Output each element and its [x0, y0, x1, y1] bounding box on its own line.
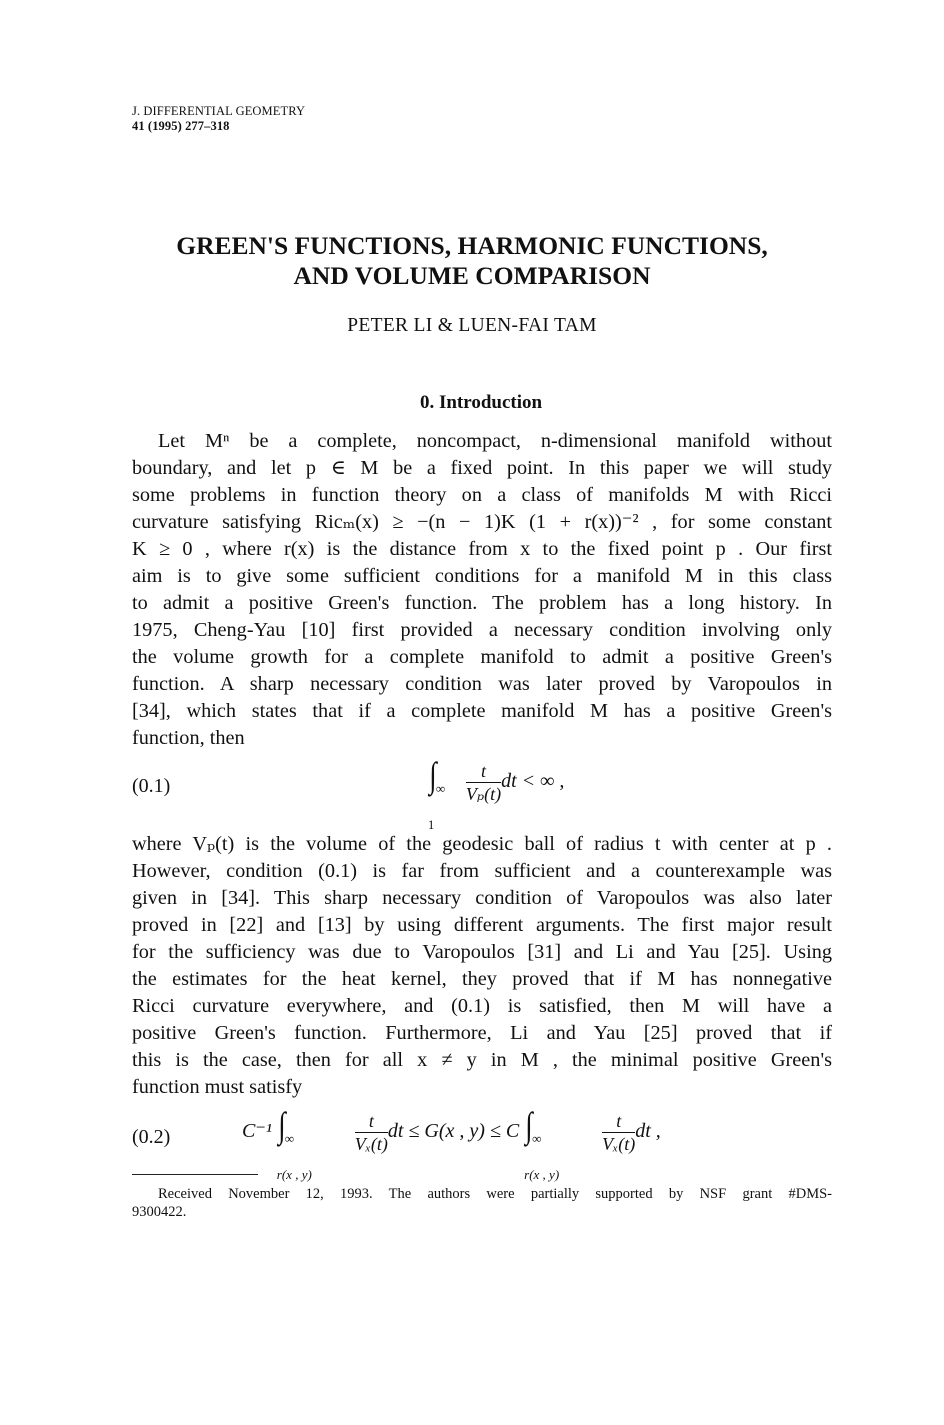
- text-line: function must satisfy: [132, 1076, 303, 1098]
- text-line: curvature satisfying Ricₘ(x) ≥ −(n − 1)K (1 + r(x))⁻² , for some constant: [132, 511, 832, 533]
- numerator: t: [466, 760, 501, 783]
- intro-paragraph-2: [132, 831, 832, 1101]
- integral-sign: ∫: [429, 755, 437, 795]
- denominator: Vₚ(t): [465, 783, 502, 804]
- text-line: Let Mⁿ be a complete, noncompact, n-dimensional manifold without: [158, 430, 832, 452]
- lower-limit: r(x , y): [276, 1167, 312, 1182]
- text-line: aim is to give some sufficient conditions for a manifold M in this class: [132, 565, 832, 587]
- text-line: the estimates for the heat kernel, they proved that if M has nonnegative: [132, 968, 832, 990]
- title-line-1: GREEN'S FUNCTIONS, HARMONIC FUNCTIONS,: [176, 231, 768, 260]
- text-line: K ≥ 0 , where r(x) is the distance from x to the fixed point p . Our first: [132, 538, 832, 560]
- text-line: boundary, and let p ∈ M be a fixed point. In this paper we will study: [132, 457, 832, 479]
- lower-limit: 1: [427, 817, 435, 832]
- text-line: this is the case, then for all x ≠ y in M , the minimal positive Green's: [132, 1049, 832, 1071]
- text-line: function. A sharp necessary condition was later proved by Varopoulos in: [132, 673, 832, 695]
- left-coefficient: C⁻¹: [242, 1120, 272, 1142]
- text-line: 1975, Cheng-Yau [10] first provided a necessary condition involving only: [132, 619, 832, 641]
- denominator: Vₓ(t): [354, 1133, 388, 1154]
- journal-volume: 41 (1995) 277–318: [132, 119, 230, 133]
- fraction: [466, 760, 501, 805]
- footnote: [132, 1185, 832, 1221]
- section-heading: 0. Introduction: [419, 392, 543, 413]
- numerator: t: [602, 1110, 635, 1133]
- text-line: [34], which states that if a complete manifold M has a positive Green's: [132, 700, 832, 722]
- fraction: [355, 1110, 388, 1155]
- equation-middle: dt ≤ G(x , y) ≤ C: [387, 1120, 520, 1142]
- text-line: for the sufficiency was due to Varopoulos [31] and Li and Yau [25]. Using: [132, 941, 832, 963]
- text-line: proved in [22] and [13] by using different arguments. The first major result: [132, 914, 832, 936]
- integral-sign: ∫: [278, 1105, 286, 1145]
- paper-title: [0, 231, 944, 291]
- journal-header: [132, 104, 305, 134]
- equation-number-0-1: (0.1): [132, 775, 171, 797]
- authors: PETER LI & LUEN-FAI TAM: [347, 315, 597, 336]
- upper-limit: ∞: [435, 781, 446, 796]
- footnote-rule: [132, 1174, 258, 1175]
- text-line: However, condition (0.1) is far from sufficient and a counterexample was: [132, 860, 832, 882]
- text-line: given in [34]. This sharp necessary condition of Varopoulos was also later: [132, 887, 832, 909]
- upper-limit: ∞: [532, 1131, 542, 1146]
- equation-end: dt ,: [635, 1120, 661, 1142]
- fraction: [602, 1110, 635, 1155]
- lower-limit: r(x , y): [524, 1167, 560, 1182]
- equation-0-1: [427, 755, 565, 832]
- integral-sign: ∫: [525, 1105, 533, 1145]
- text-line: where Vₚ(t) is the volume of the geodesic ball of radius t with center at p .: [132, 833, 832, 855]
- equation-0-2: [242, 1105, 661, 1182]
- text-line: function, then: [132, 727, 245, 749]
- text-line: positive Green's function. Furthermore, Li and Yau [25] proved that if: [132, 1022, 832, 1044]
- text-line: Ricci curvature everywhere, and (0.1) is satisfied, then M will have a: [132, 995, 832, 1017]
- text-line: to admit a positive Green's function. The problem has a long history. In: [132, 592, 832, 614]
- denominator: Vₓ(t): [602, 1133, 636, 1154]
- numerator: t: [355, 1110, 388, 1133]
- text-line: some problems in function theory on a class of manifolds M with Ricci: [132, 484, 832, 506]
- footnote-line: 9300422.: [132, 1204, 187, 1220]
- equation-number-0-2: (0.2): [132, 1126, 171, 1148]
- title-line-2: AND VOLUME COMPARISON: [293, 261, 651, 290]
- footnote-line: Received November 12, 1993. The authors were partially supported by NSF grant #DMS-: [158, 1186, 832, 1202]
- equation-rest: dt < ∞ ,: [501, 770, 565, 792]
- text-line: the volume growth for a complete manifold to admit a positive Green's: [132, 646, 832, 668]
- intro-paragraph-1: [132, 428, 832, 752]
- upper-limit: ∞: [284, 1131, 295, 1146]
- journal-name: J. DIFFERENTIAL GEOMETRY: [132, 104, 306, 118]
